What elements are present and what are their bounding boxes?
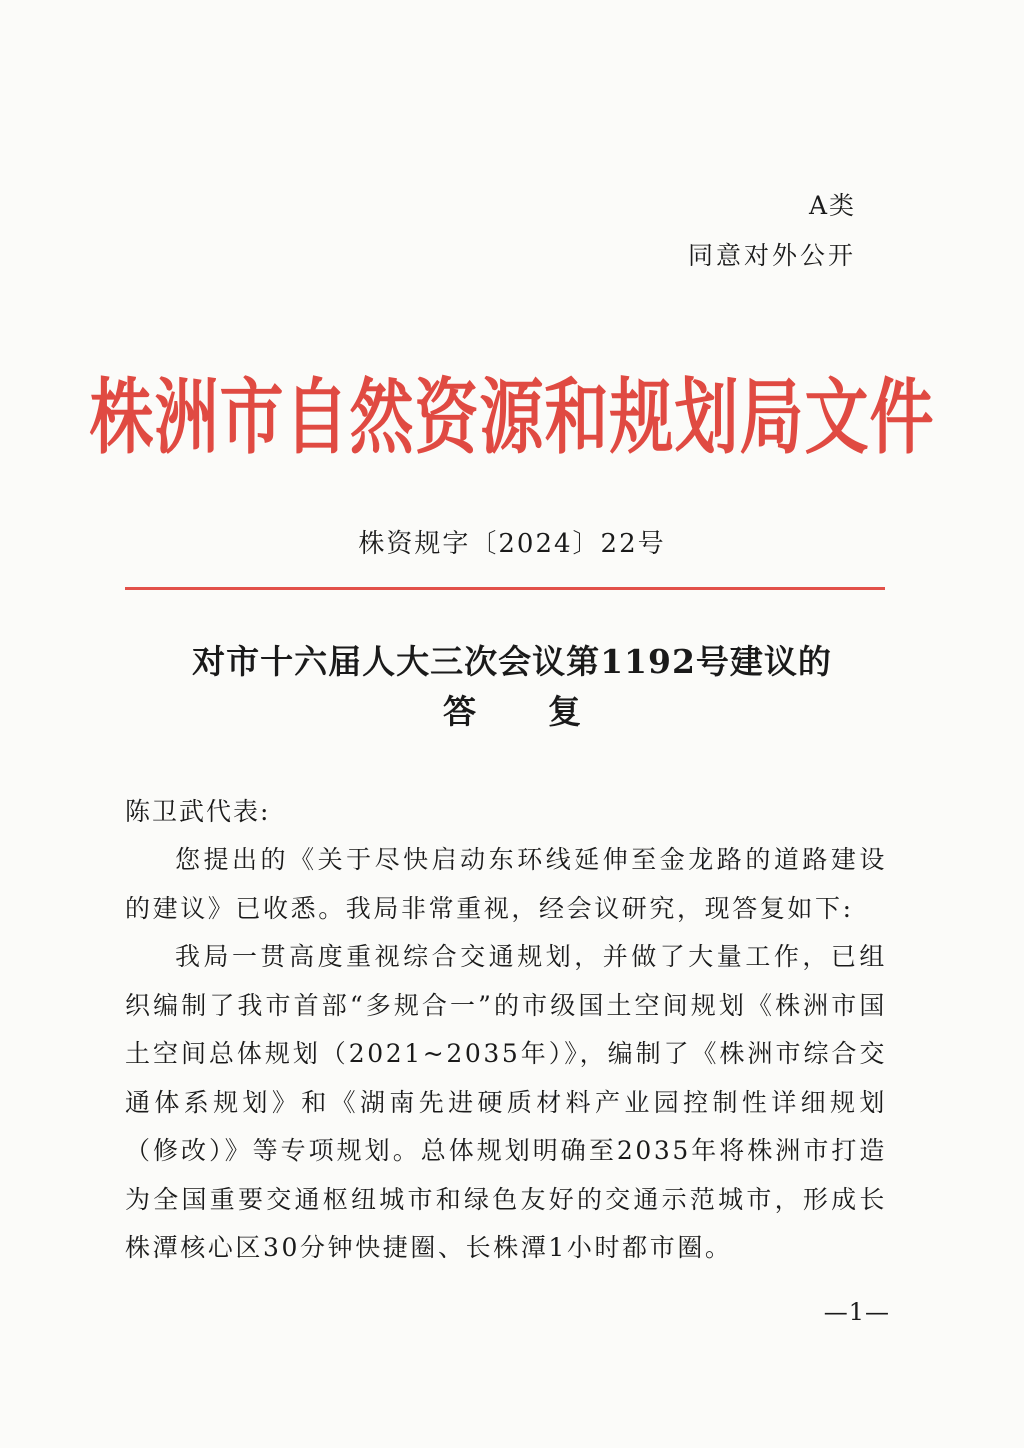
body-paragraph-2: [125, 933, 887, 1273]
body-paragraph-1: [125, 836, 887, 933]
paragraph-text: 我局一贯高度重视综合交通规划，并做了大量工作，已组织编制了我市首部“多规合一”的市级国土空间规划《株洲市国土空间总体规划（2021~2035年）》，编制了《株洲市综合交通体系规划》和《湖南先进硬质材料产业园控制性详细规划（修改）》等专项规划。总体规划明确至2035年将株洲市打造为全国重要交通枢纽城市和绿色友好的交通示范城市，形成长株潭核心区30分钟快捷圈、长株潭1小时都市圈。: [125, 942, 887, 1262]
page-number: —1—: [823, 1298, 890, 1326]
paragraph-text: 您提出的《关于尽快启动东环线延伸至金龙路的道路建设的建议》已收悉。我局非常重视，经会议研究，现答复如下:: [125, 845, 887, 923]
title-char-fu: 复: [548, 692, 581, 731]
title-char-da: 答: [443, 692, 476, 731]
document-number: 株资规字〔2024〕22号: [358, 529, 666, 559]
salutation: 陈卫武代表:: [125, 797, 271, 826]
publicity-notice: 同意对外公开: [687, 241, 856, 270]
classification-mark: A类: [808, 191, 856, 220]
red-divider-line: [125, 587, 885, 590]
letterhead-title: 株洲市自然资源和规划局文件: [89, 371, 935, 466]
document-title-line1: 对市十六届人大三次会议第1192号建议的: [192, 642, 832, 681]
document-title-line2: [0, 686, 1024, 733]
